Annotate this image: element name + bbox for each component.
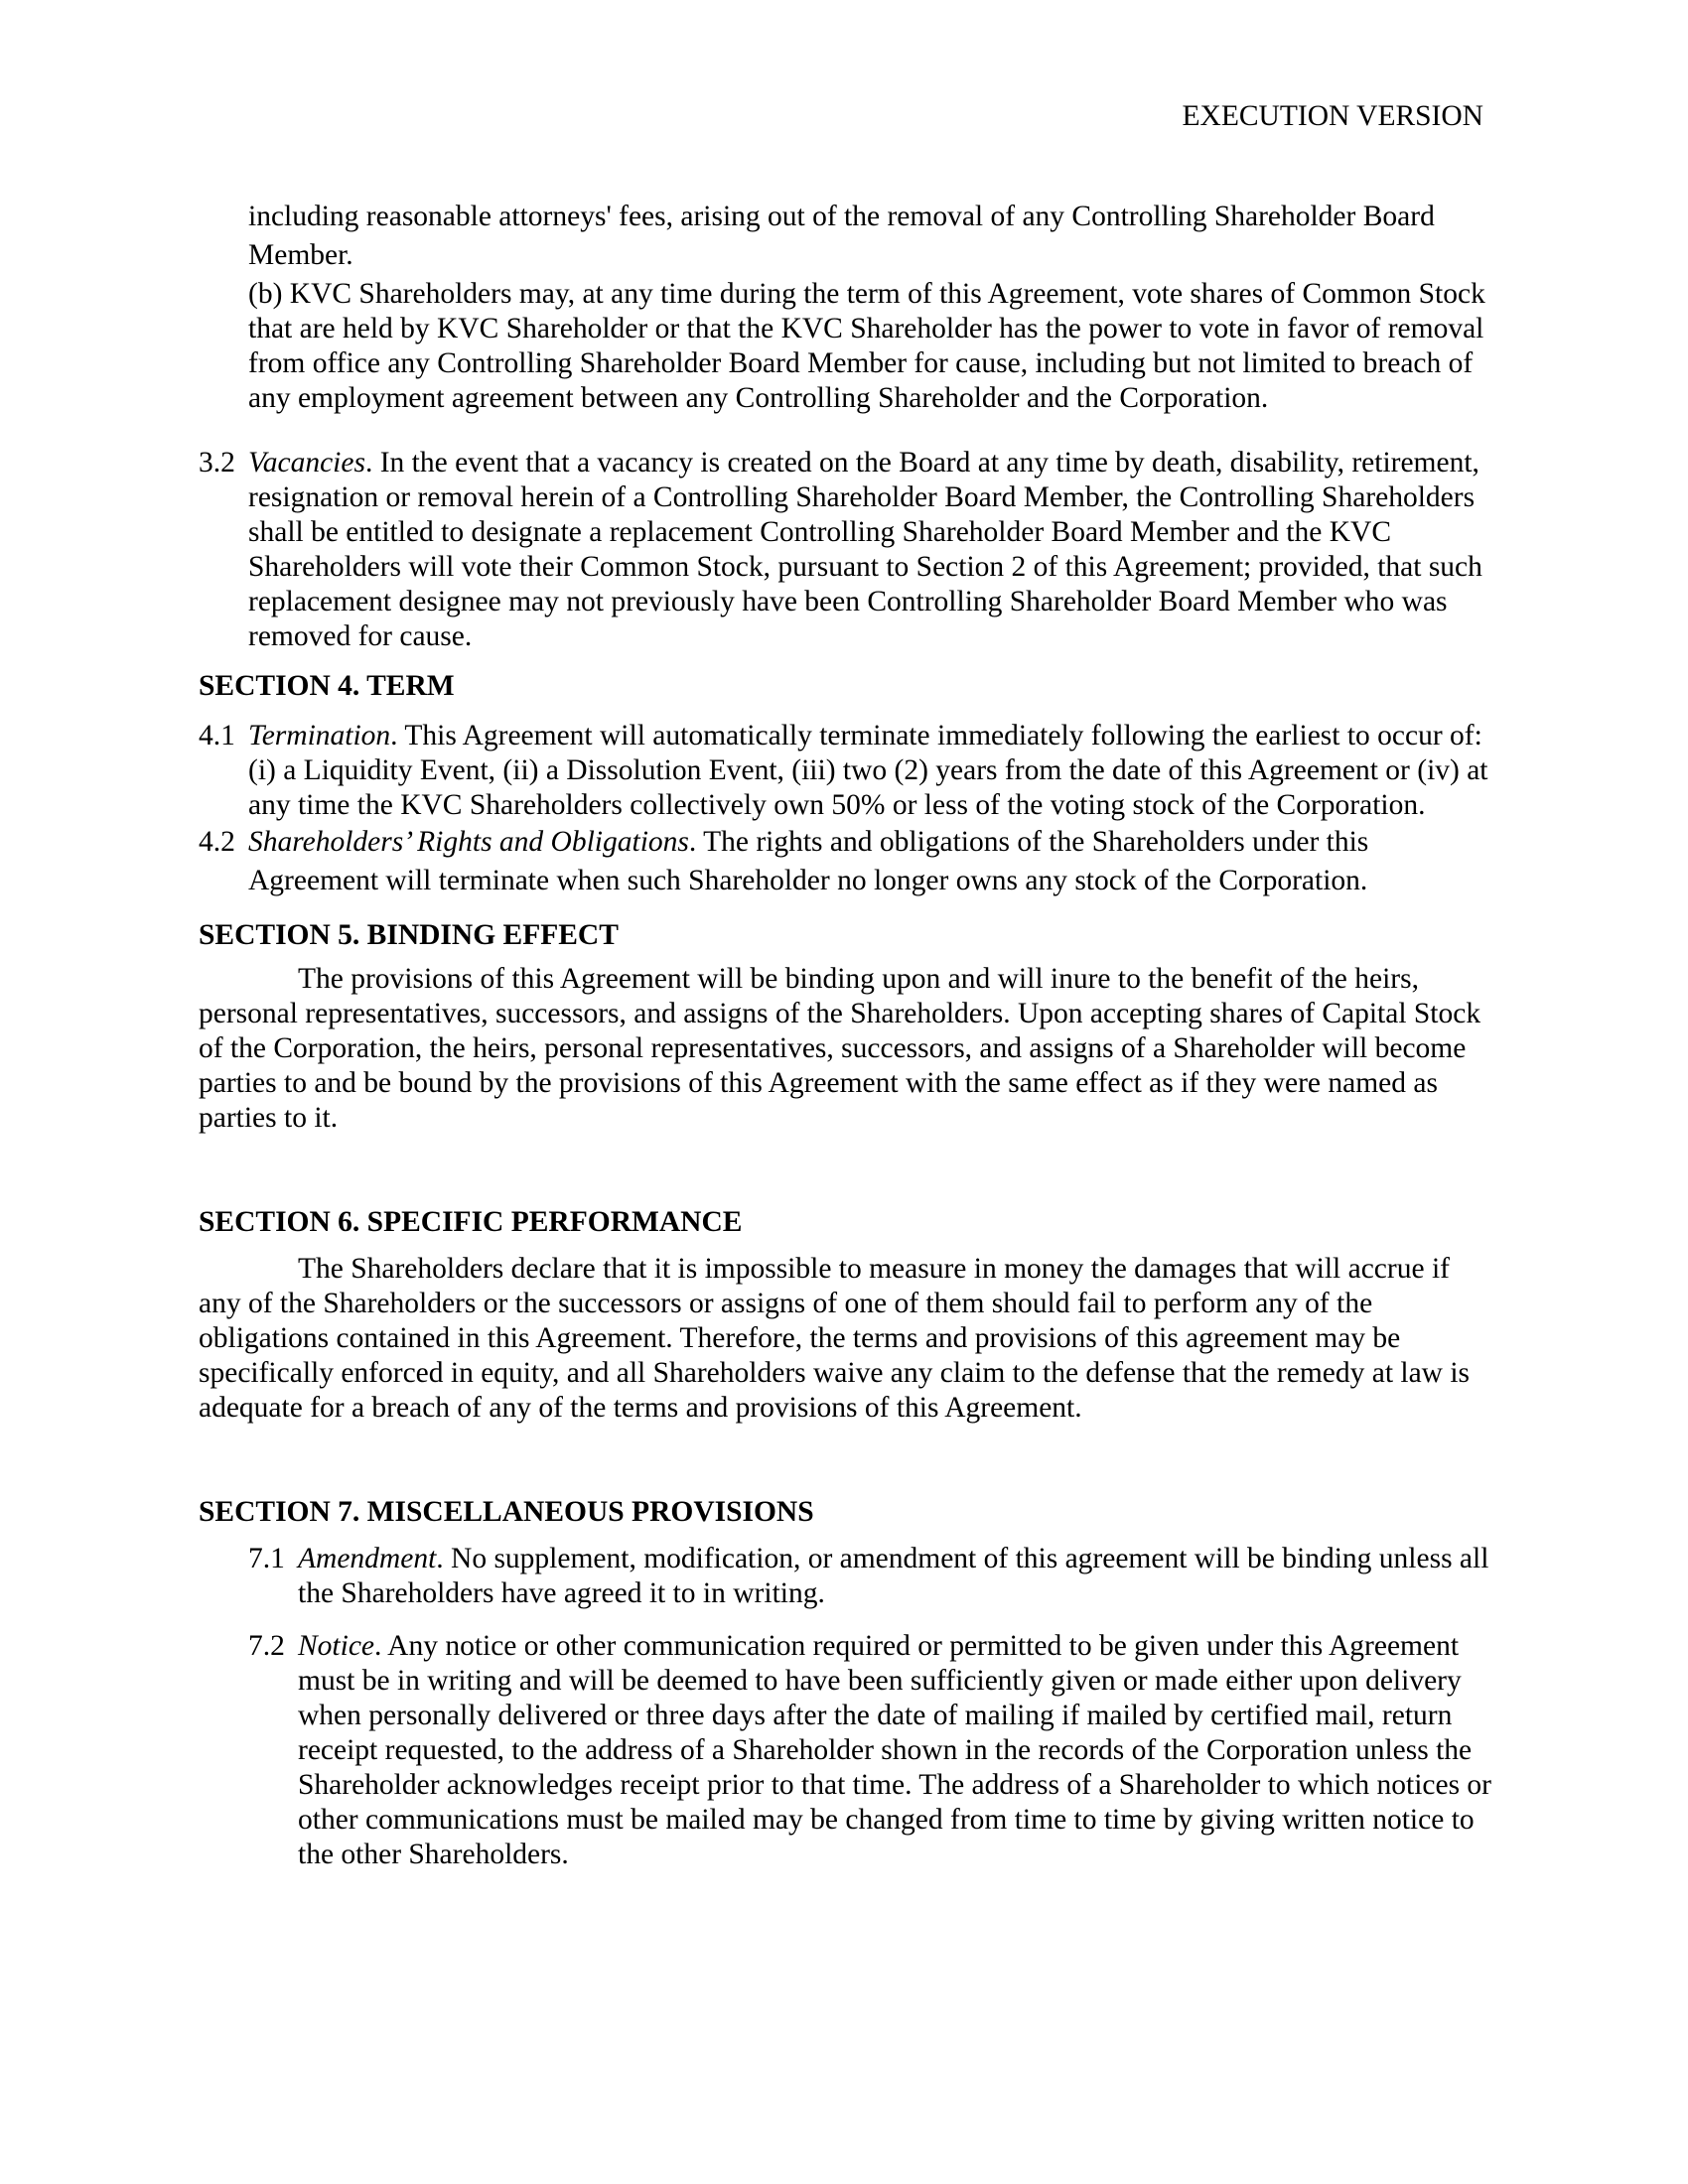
paragraph-b: (b) KVC Shareholders may, at any time during the term of this Agreement, vote shares of Common Stock that are held by KVC Shareholder or that the KVC Shareholder has the power to vote in favor of removal from office any Controlling Shareholder Board Member for cause, including but not limited to breach of any employment agreement between any Controlling Shareholder and the Corporation.	[248, 278, 1485, 414]
clause-title: Shareholders’ Rights and Obligations	[248, 826, 689, 858]
clause-body: . This Agreement will automatically terminate immediately following the earliest to occur of: (i) a Liquidity Event, (ii) a Dissolution Event, (iii) two (2) years from the date of this Agreement or (iv) at any time the KVC Shareholders collectively own 50% or less of the voting stock of the Corporation.	[248, 720, 1488, 821]
clause-body: . Any notice or other communication required or permitted to be given under this Agreement must be in writing and will be deemed to have been sufficiently given or made either upon delivery when personally delivered or three days after the date of mailing if mailed by certified mail, return receipt requested, to the address of a Shareholder shown in the records of the Corporation unless the Shareholder acknowledges receipt prior to that time. The address of a Shareholder to which notices or other communications must be mailed may be changed from time to time by giving written notice to the other Shareholders.	[298, 1630, 1492, 1870]
clause-text	[298, 1629, 1494, 1872]
clause-title: Vacancies	[248, 447, 365, 478]
clause-4-2	[199, 823, 1494, 900]
clause-body: . The rights and obligations of the Shareholders under this Agreement will terminate when such Shareholder no longer owns any stock of the Corporation.	[248, 826, 1369, 896]
clause-4-1	[199, 719, 1494, 823]
continuation-line-2: Member.	[248, 239, 353, 271]
clause-7-2	[248, 1629, 1494, 1872]
clause-text	[248, 446, 1494, 654]
clause-title: Notice	[298, 1630, 375, 1662]
section-7-heading: SECTION 7. MISCELLANEOUS PROVISIONS	[199, 1496, 814, 1528]
section-6-text: The Shareholders declare that it is impossible to measure in money the damages that will accrue if any of the Shareholders or the successors or assigns of one of them should fail to perform any of the obligations contained in this Agreement. Therefore, the terms and provisions of this agreement may be specifically enforced in equity, and all Shareholders waive any claim to the defense that the remedy at law is adequate for a breach of any of the terms and provisions of this Agreement.	[199, 1253, 1471, 1424]
section-4-heading: SECTION 4. TERM	[199, 670, 455, 702]
section-5-text: The provisions of this Agreement will be binding upon and will inure to the benefit of the heirs, personal representatives, successors, and assigns of the Shareholders. Upon accepting shares of Capital Stock of the Corporation, the heirs, personal representatives, successors, and assigns of a Shareholder will become parties to and be bound by the provisions of this Agreement with the same effect as if they were named as parties to it.	[199, 963, 1481, 1134]
clause-number: 7.1	[248, 1543, 285, 1574]
clause-number: 4.1	[199, 720, 235, 751]
section-5-heading: SECTION 5. BINDING EFFECT	[199, 919, 619, 951]
clause-3-2	[199, 446, 1494, 654]
clause-number: 3.2	[199, 447, 235, 478]
clause-body: . In the event that a vacancy is created on the Board at any time by death, disability, retirement, resignation or removal herein of a Controlling Shareholder Board Member, the Controlling Shareholders shall be entitled to designate a replacement Controlling Shareholder Board Member and the KVC Shareholders will vote their Common Stock, pursuant to Section 2 of this Agreement; provided, that such replacement designee may not previously have been Controlling Shareholder Board Member who was removed for cause.	[248, 447, 1482, 652]
clause-number: 4.2	[199, 826, 235, 858]
clause-title: Amendment	[298, 1543, 437, 1574]
clause-7-1	[248, 1542, 1494, 1611]
document-body	[199, 200, 1494, 1872]
clause-number: 7.2	[248, 1630, 285, 1662]
clause-text	[248, 719, 1494, 823]
clause-text	[298, 1542, 1494, 1611]
clause-text	[248, 823, 1494, 900]
section-6-heading: SECTION 6. SPECIFIC PERFORMANCE	[199, 1206, 743, 1238]
continuation-line-1: including reasonable attorneys' fees, arising out of the removal of any Controlling Shareholder Board	[248, 201, 1435, 232]
clause-body: . No supplement, modification, or amendment of this agreement will be binding unless all the Shareholders have agreed it to in writing.	[298, 1543, 1489, 1609]
clause-title: Termination	[248, 720, 391, 751]
execution-version-header: EXECUTION VERSION	[1182, 100, 1483, 132]
